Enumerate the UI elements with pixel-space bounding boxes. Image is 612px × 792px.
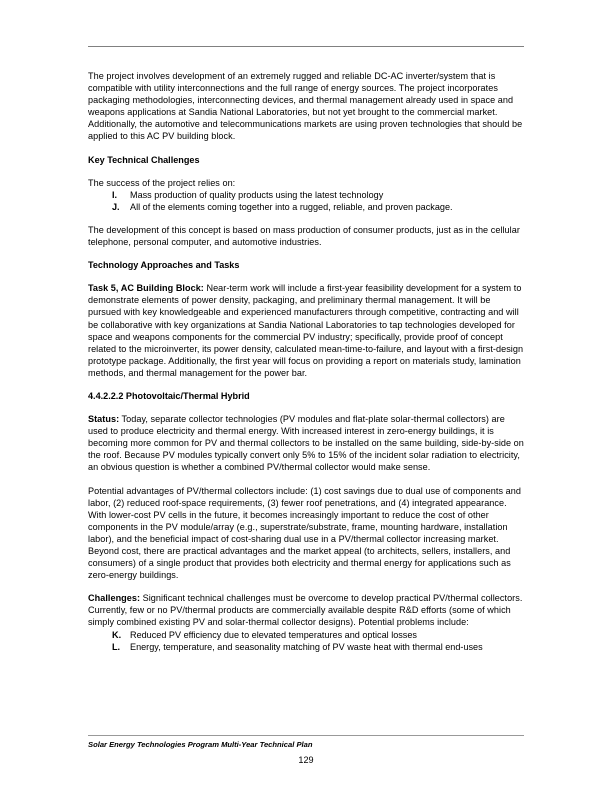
key-technical-challenges-heading: Key Technical Challenges xyxy=(88,154,200,165)
list-item xyxy=(88,629,524,641)
success-lead-in: The success of the project relies on: xyxy=(88,177,236,188)
status-label: Status: xyxy=(88,414,120,425)
list-item-text: Energy, temperature, and seasonality matching of PV waste heat with thermal end-uses xyxy=(130,641,483,652)
footer-document-title: Solar Energy Technologies Program Multi-Year Technical Plan xyxy=(88,740,313,749)
footer-rule xyxy=(88,735,524,736)
list-marker: J. xyxy=(112,201,120,212)
list-item-text: All of the elements coming together into a rugged, reliable, and proven package. xyxy=(130,201,453,212)
page-content xyxy=(88,70,524,664)
status-body: Today, separate collector technologies (PV modules and flat-plate solar-thermal collectors) are used to produce electricity and thermal energy. With increased interest in zero-energy buildings, it is becoming more common for PV and thermal collectors to be installed on the same building, side-by-side on the roof. Because PV modules typically convert only 5% to 15% of the incident solar radiation to electricity, an obvious question is whether a combined PV/thermal collector would make sense. xyxy=(88,414,524,473)
subsection-heading-photovoltaic-thermal-hybrid: 4.4.2.2.2 Photovoltaic/Thermal Hybrid xyxy=(88,390,250,401)
list-marker: K. xyxy=(112,629,122,640)
list-item-text: Mass production of quality products using the latest technology xyxy=(130,189,384,200)
challenges-body: Significant technical challenges must be overcome to develop practical PV/thermal collectors. Currently, few or no PV/thermal products are commercially available despite R&D efforts (some of which simply combined existing PV and solar-thermal collector designs). Potential problems include: xyxy=(88,593,523,628)
success-criteria-list xyxy=(88,189,524,213)
technology-approaches-heading: Technology Approaches and Tasks xyxy=(88,260,240,271)
page-number: 129 xyxy=(298,755,314,765)
task5-paragraph xyxy=(88,282,524,379)
potential-problems-list xyxy=(88,629,524,653)
task5-label: Task 5, AC Building Block: xyxy=(88,283,204,294)
challenges-paragraph xyxy=(88,592,524,628)
challenges-label: Challenges: xyxy=(88,593,141,604)
intro-paragraph: The project involves development of an extremely rugged and reliable DC-AC inverter/system that is compatible with utility interconnections and the full range of energy sources. The project incorporates packaging methodologies, interconnecting devices, and thermal management already used in space and weapons applications at Sandia National Laboratories, but not yet brought to the commercial market. Additionally, the automotive and telecommunications markets are using proven technologies that should be applied to this AC PV building block. xyxy=(88,71,523,142)
header-rule xyxy=(88,46,524,47)
development-paragraph: The development of this concept is based on mass production of consumer products, just as in the cellular telephone, personal computer, and automotive industries. xyxy=(88,224,520,248)
list-item xyxy=(88,189,524,201)
list-item xyxy=(88,201,524,213)
status-paragraph xyxy=(88,413,524,473)
advantages-paragraph: Potential advantages of PV/thermal collectors include: (1) cost savings due to dual use of components and labor, (2) reduced roof-space requirements, (3) fewer roof penetrations, and (4) integrated appearance. With lower-cost PV cells in the future, it becomes increasingly important to reduce the cost of other components in the PV module/array (e.g., superstrate/substrate, frame, mounting hardware, installation labor), and the beneficial impact of cost-sharing dual use in a PV/thermal collector increasing market. Beyond cost, there are practical advantages and the market appeal (to architects, sellers, installers, and consumers) of a single product that provides both electricity and thermal energy for applications such as zero-energy buildings. xyxy=(88,485,521,581)
list-item xyxy=(88,641,524,653)
list-marker: L. xyxy=(112,641,121,652)
task5-body: Near-term work will include a first-year feasibility development for a system to demonstrate elements of power density, packaging, and preliminary thermal management. It will be pursued with key knowledgeable and experienced manufacturers through competitive, contracting and will be collaborative with key organizations at Sandia National Laboratories to tap technologies developed for space and weapons components for the commercial PV industry; specifically, provide proof of concept related to the microinverter, its power density, calculated mean-time-to-failure, and layout with a first-design prototype package. Additionally, the first year will focus on providing a report on materials study, lamination methods, and thermal management for the power bar. xyxy=(88,283,524,378)
list-item-text: Reduced PV efficiency due to elevated temperatures and optical losses xyxy=(130,629,417,640)
list-marker: I. xyxy=(112,189,118,200)
